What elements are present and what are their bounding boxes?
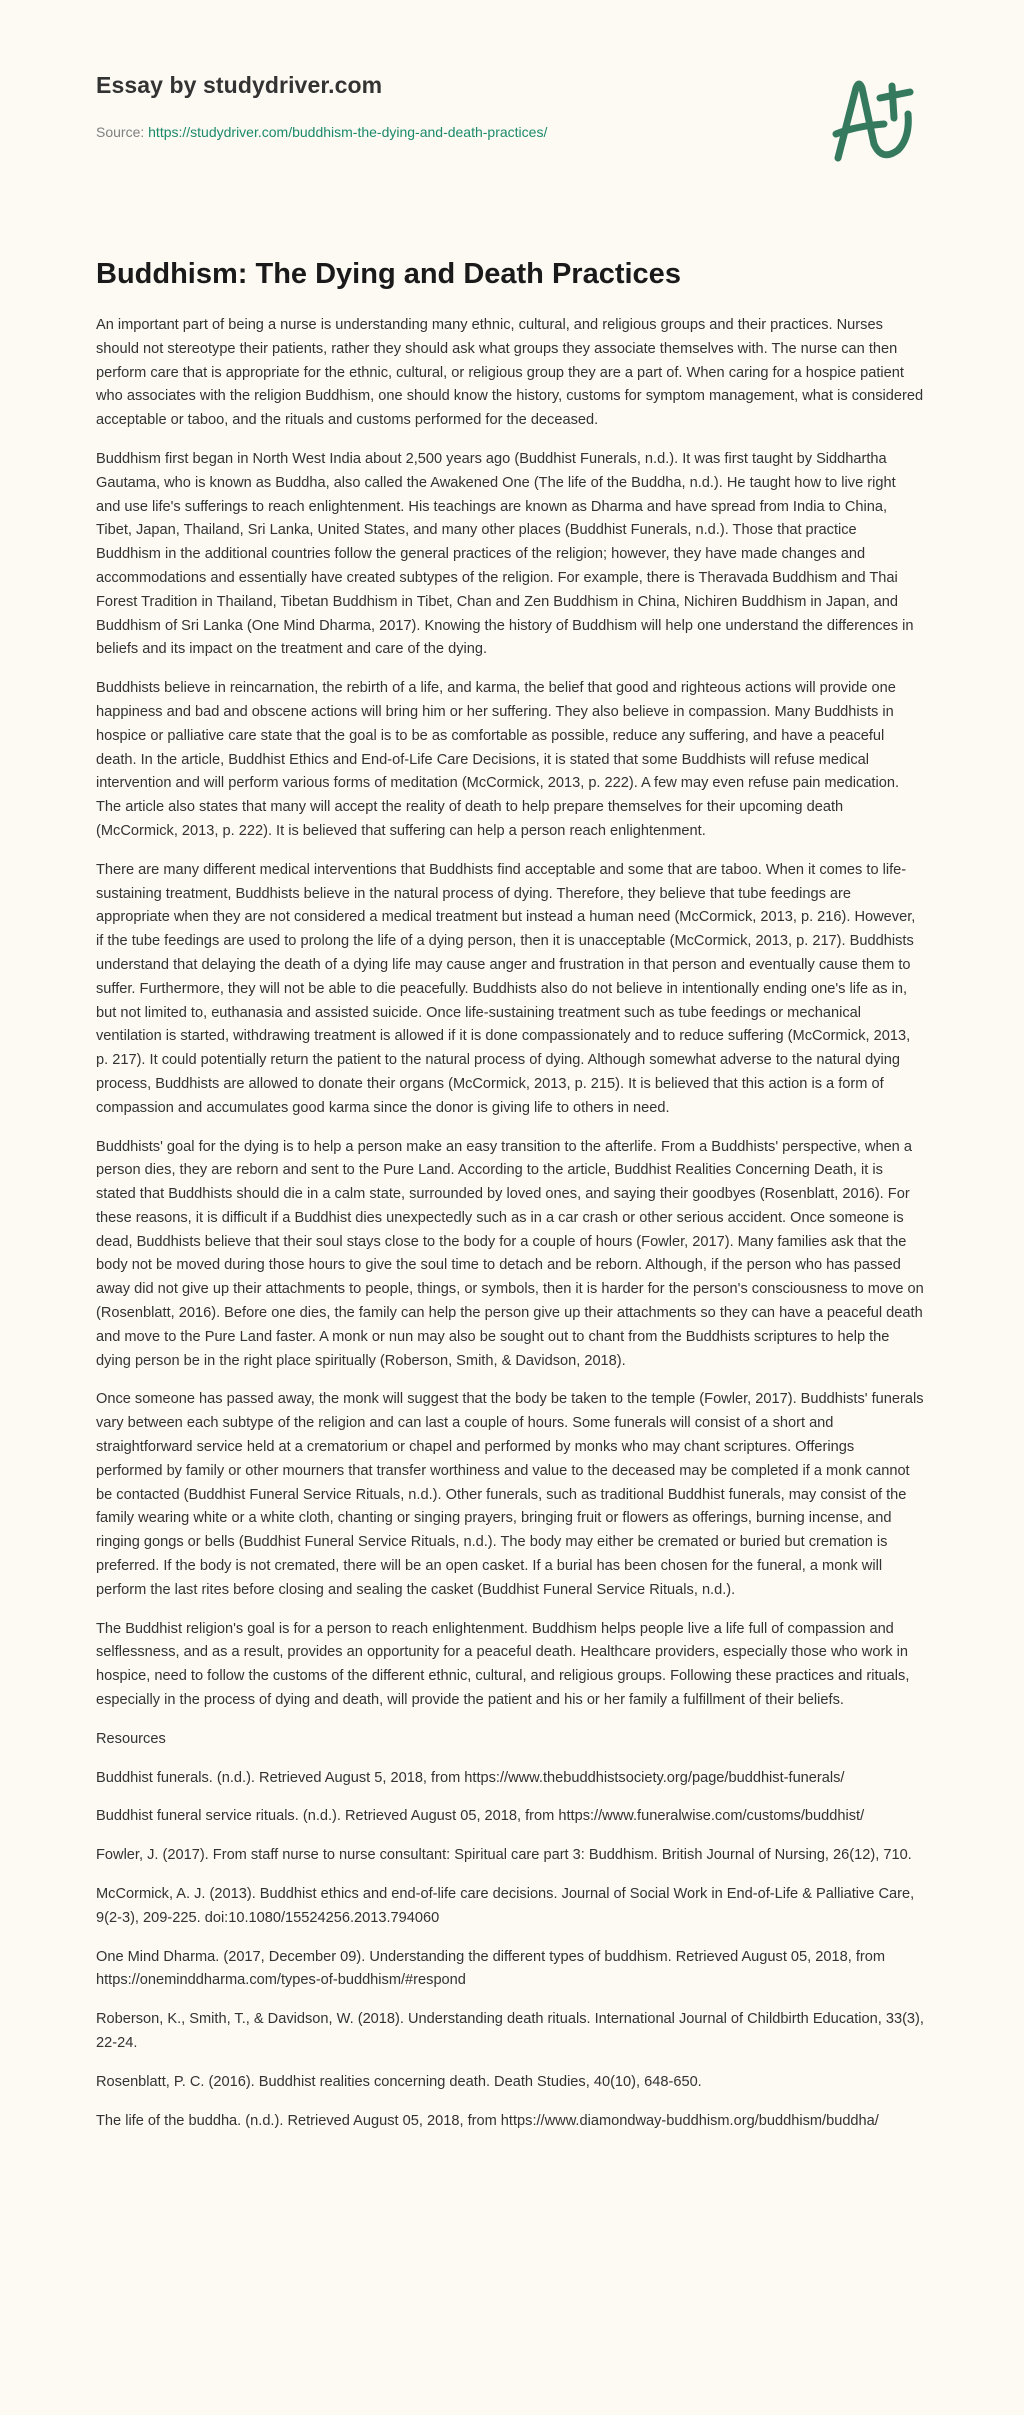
essay-title: Buddhism: The Dying and Death Practices xyxy=(96,258,681,290)
reference-item: Buddhist funeral service rituals. (n.d.). Retrieved August 05, 2018, from https://www.funeralwise.com/customs/buddhist/ xyxy=(96,1808,865,1825)
essay-paragraph-dying: Buddhists' goal for the dying is to help a person make an easy transition to the afterlife. From a Buddhists' perspective, when a person dies, they are reborn and sent to the Pure Land. According to the article, Buddhist Realities Concerning Death, it is stated that Buddhists should die in a calm state, surrounded by loved ones, and saying their goodbyes (Rosenblatt, 2016). For these reasons, it is difficult if a Buddhist dies unexpectedly such as in a car crash or other serious accident. Once someone is dead, Buddhists believe that their soul stays close to the body for a couple of hours (Fowler, 2017). Many families ask that the body not be moved during those hours to give the soul time to detach and be reborn. Although, if the person who has passed away did not give up their attachments to people, things, or symbols, then it is harder for the person's consciousness to move on (Rosenblatt, 2016). Before one dies, the family can help the person give up their attachments so they can have a peaceful death and move to the Pure Land faster. A monk or nun may also be sought out to chant from the Buddhists scriptures to help the dying person be in the right place spiritually (Roberson, Smith, & Davidson, 2018). xyxy=(96,1138,924,1369)
essay-paragraph-conclusion: The Buddhist religion's goal is for a person to reach enlightenment. Buddhism helps people live a life full of compassion and selflessness, and as a result, provides an opportunity for a peaceful death. Healthcare providers, especially those who work in hospice, need to follow the customs of the different ethnic, cultural, and religious groups. Following these practices and rituals, especially in the process of dying and death, will provide the patient and his or her family a fulfillment of their beliefs. xyxy=(96,1620,910,1709)
page-header xyxy=(0,0,1024,200)
reference-item: Rosenblatt, P. C. (2016). Buddhist realities concerning death. Death Studies, 40(10), 648-650. xyxy=(96,2073,702,2090)
reference-item: Fowler, J. (2017). From staff nurse to nurse consultant: Spiritual care part 3: Buddhism. British Journal of Nursing, 26(12), 710. xyxy=(96,1847,912,1864)
resources-heading: Resources xyxy=(96,1730,166,1747)
site-title: Essay by studydriver.com xyxy=(96,72,383,98)
reference-item: The life of the buddha. (n.d.). Retrieved August 05, 2018, from https://www.diamondway-buddhism.org/buddhism/buddha/ xyxy=(96,2112,879,2129)
a-plus-grade-logo-icon xyxy=(826,66,926,166)
reference-item: McCormick, A. J. (2013). Buddhist ethics and end-of-life care decisions. Journal of Social Work in End-of-Life & Palliative Care, 9(2-3), 209-225. doi:10.1080/15524256.2013.794060 xyxy=(96,1886,915,1926)
reference-item: Roberson, K., Smith, T., & Davidson, W. (2018). Understanding death rituals. International Journal of Childbirth Education, 33(3), 22-24. xyxy=(96,2011,924,2051)
source-line xyxy=(96,124,547,140)
essay-paragraph-beliefs: Buddhists believe in reincarnation, the rebirth of a life, and karma, the belief that good and righteous actions will provide one happiness and bad and obscene actions will bring him or her suffering. They also believe in compassion. Many Buddhists in hospice or palliative care state that the goal is to be as comfortable as possible, reduce any suffering, and have a peaceful death. In the article, Buddhist Ethics and End-of-Life Care Decisions, it is stated that some Buddhists will refuse medical intervention and will perform various forms of meditation (McCormick, 2013, p. 222). A few may even refuse pain medication. The article also states that many will accept the reality of death to help prepare themselves for their upcoming death (McCormick, 2013, p. 222). It is believed that suffering can help a person reach enlightenment. xyxy=(96,680,900,839)
source-label: Source: xyxy=(96,124,145,140)
essay-paragraph-intro: An important part of being a nurse is understanding many ethnic, cultural, and religious groups and their practices. Nurses should not stereotype their patients, rather they should ask what groups they associate themselves with. The nurse can then perform care that is appropriate for the ethnic, cultural, or religious group they are a part of. When caring for a hospice patient who associates with the religion Buddhism, one should know the history, customs for symptom management, what is considered acceptable or taboo, and the rituals and customs performed for the deceased. xyxy=(96,317,924,429)
essay-content xyxy=(96,250,924,2148)
reference-item: One Mind Dharma. (2017, December 09). Understanding the different types of buddhism. Retrieved August 05, 2018, from https://oneminddharma.com/types-of-buddhism/#respond xyxy=(96,1948,886,1989)
essay-paragraph-history: Buddhism first began in North West India about 2,500 years ago (Buddhist Funerals, n.d.). It was first taught by Siddhartha Gautama, who is known as Buddha, also called the Awakened One (The life of the Buddha, n.d.). He taught how to live right and use life's sufferings to reach enlightenment. His teachings are known as Dharma and have spread from India to China, Tibet, Japan, Thailand, Sri Lanka, United States, and many other places (Buddhist Funerals, n.d.). Those that practice Buddhism in the additional countries follow the general practices of the religion; however, they have made changes and accommodations and essentially have created subtypes of the religion. For example, there is Theravada Buddhism and Thai Forest Tradition in Thailand, Tibetan Buddhism in Tibet, Chan and Zen Buddhism in China, Nichiren Buddhism in Japan, and Buddhism of Sri Lanka (One Mind Dharma, 2017). Knowing the history of Buddhism will help one understand the differences in beliefs and its impact on the treatment and care of the dying. xyxy=(96,450,914,658)
source-link[interactable]: https://studydriver.com/buddhism-the-dying-and-death-practices/ xyxy=(148,124,548,140)
essay-paragraph-interventions: There are many different medical interventions that Buddhists find acceptable and some that are taboo. When it comes to life-sustaining treatment, Buddhists believe in the natural process of dying. Therefore, they believe that tube feedings are appropriate when they are not considered a medical treatment but instead a human need (McCormick, 2013, p. 216). However, if the tube feedings are used to prolong the life of a dying person, then it is unacceptable (McCormick, 2013, p. 217). Buddhists understand that delaying the death of a dying life may cause anger and frustration in that person and eventually cause them to suffer. Furthermore, they will not be able to die peacefully. Buddhists also do not believe in intentionally ending one's life as in, but not limited to, euthanasia and assisted suicide. Once life-sustaining treatment such as tube feedings or mechanical ventilation is started, withdrawing treatment is allowed if it is done compassionately and to reduce suffering (McCormick, 2013, p. 217). It could potentially return the patient to the natural process of dying. Although somewhat adverse to the natural dying process, Buddhists are allowed to donate their organs (McCormick, 2013, p. 215). It is believed that this action is a form of compassion and accumulates good karma since the donor is giving life to others in need. xyxy=(96,861,916,1116)
reference-item: Buddhist funerals. (n.d.). Retrieved August 5, 2018, from https://www.thebuddhistsociety.org/page/buddhist-funerals/ xyxy=(96,1769,845,1786)
essay-paragraph-funerals: Once someone has passed away, the monk will suggest that the body be taken to the temple (Fowler, 2017). Buddhists' funerals vary between each subtype of the religion and can last a couple of hours. Some funerals will consist of a short and straightforward service held at a crematorium or chapel and performed by monks who may chant scriptures. Offerings performed by family or other mourners that transfer worthiness and value to the deceased may be completed if a monk cannot be contacted (Buddhist Funeral Service Rituals, n.d.). Other funerals, such as traditional Buddhist funerals, may consist of the family wearing white or a white cloth, chanting or singing prayers, bringing fruit or flowers as offerings, burning incense, and ringing gongs or bells (Buddhist Funeral Service Rituals, n.d.). The body may either be cremated or buried but cremation is preferred. If the body is not cremated, there will be an open casket. If a burial has been chosen for the funeral, a monk will perform the last rites before closing and sealing the casket (Buddhist Funeral Service Rituals, n.d.). xyxy=(96,1391,924,1598)
